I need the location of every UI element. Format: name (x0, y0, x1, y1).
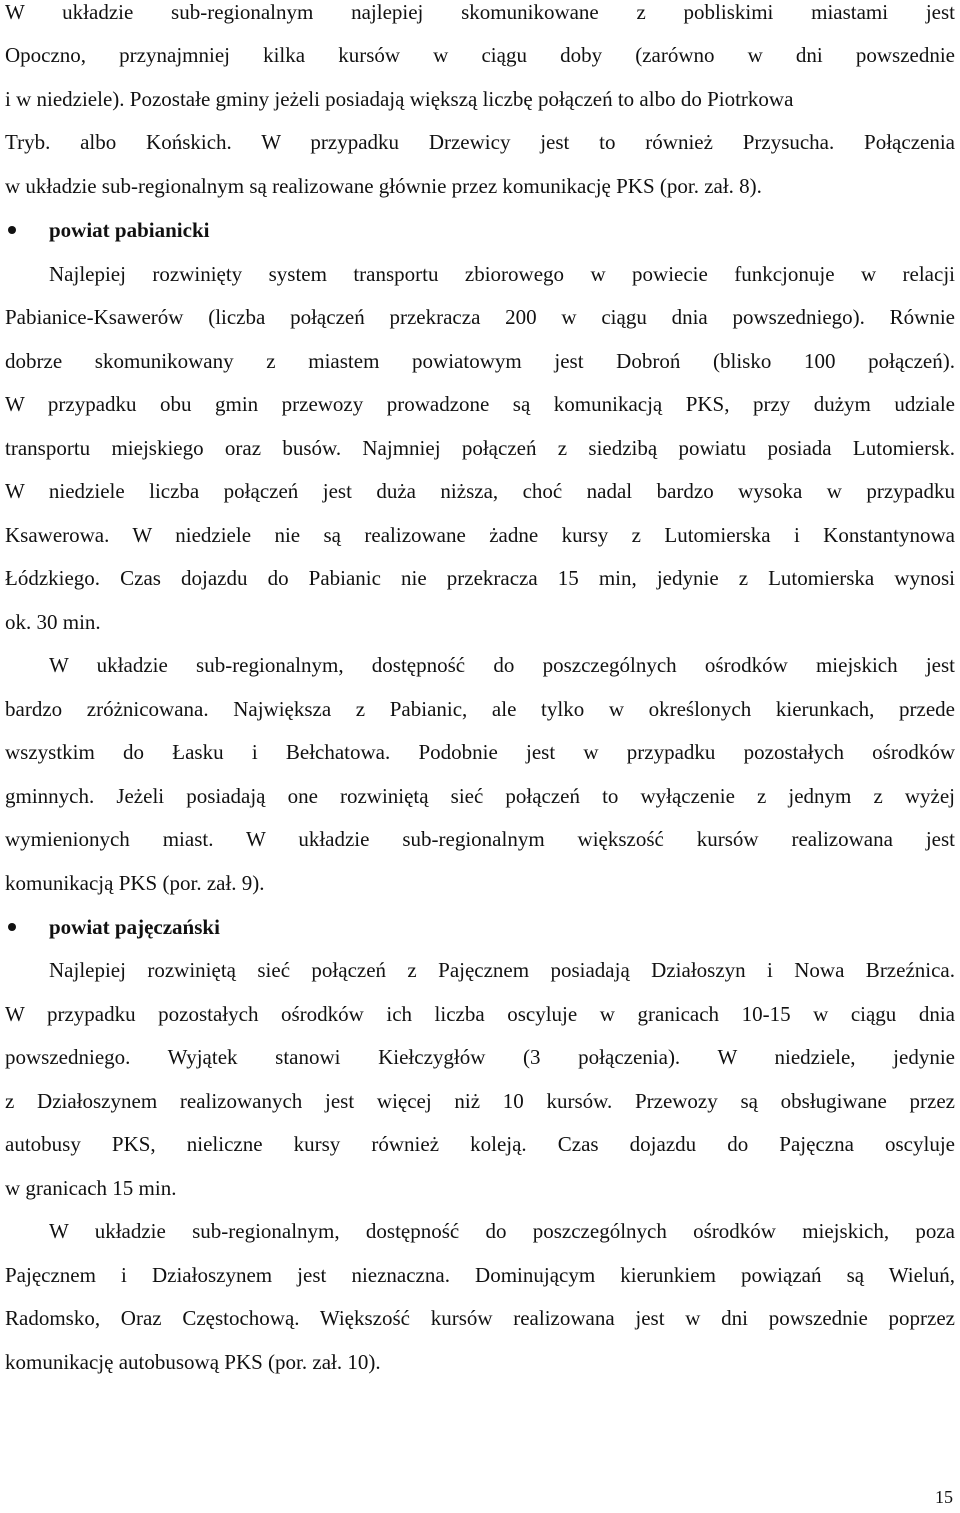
text-line: i w niedziele). Pozostałe gminy jeżeli posiadają większą liczbę połączeń to albo do Piotrkowa (5, 87, 794, 111)
text-line: W przypadku pozostałych ośrodków ich liczba oscyluje w granicach 10-15 w ciągu dnia (5, 1002, 955, 1026)
text-line: Łódzkiego. Czas dojazdu do Pabianic nie przekracza 15 min, jedynie z Lutomierska wynosi (5, 566, 955, 590)
text-line: w granicach 15 min. (5, 1176, 177, 1200)
text-line: wszystkim do Łasku i Bełchatowa. Podobnie jest w przypadku pozostałych ośrodków (5, 740, 955, 764)
text-line: W niedziele liczba połączeń jest duża niższa, choć nadal bardzo wysoka w przypadku (5, 479, 955, 503)
text-line: powszedniego. Wyjątek stanowi Kiełczygłów (3 połączenia). W niedziele, jedynie (5, 1045, 955, 1069)
text-line: transportu miejskiego oraz busów. Najmniej połączeń z siedzibą powiatu posiada Lutomiersk. (5, 436, 955, 460)
section-heading: powiat pajęczański (49, 915, 220, 939)
text-line: w układzie sub-regionalnym są realizowane głównie przez komunikację PKS (por. zał. 8). (5, 174, 762, 198)
text-line: W układzie sub-regionalnym, dostępność do poszczególnych ośrodków miejskich, poza (49, 1219, 955, 1243)
bullet-icon (8, 226, 16, 234)
page-number: 15 (935, 1487, 953, 1507)
section-heading: powiat pabianicki (49, 218, 210, 242)
text-line: Najlepiej rozwinięty system transportu zbiorowego w powiecie funkcjonuje w relacji (49, 262, 955, 286)
text-line: Tryb. albo Końskich. W przypadku Drzewicy jest to również Przysucha. Połączenia (5, 130, 955, 154)
text-line: W układzie sub-regionalnym, dostępność do poszczególnych ośrodków miejskich jest (49, 653, 955, 677)
text-line: autobusy PKS, nieliczne kursy również koleją. Czas dojazdu do Pajęczna oscyluje (5, 1132, 955, 1156)
text-line: Pajęcznem i Działoszynem jest nieznaczna. Dominującym kierunkiem powiązań są Wieluń, (5, 1263, 955, 1287)
bullet-icon (8, 923, 16, 931)
text-line: Pabianice-Ksawerów (liczba połączeń przekracza 200 w ciągu dnia powszedniego). Równie (5, 305, 955, 329)
text-line: dobrze skomunikowany z miastem powiatowym jest Dobroń (blisko 100 połączeń). (5, 349, 955, 373)
text-line: Radomsko, Oraz Częstochową. Większość kursów realizowana jest w dni powszednie poprzez (5, 1306, 955, 1330)
text-line: W przypadku obu gmin przewozy prowadzone są komunikacją PKS, przy dużym udziale (5, 392, 955, 416)
text-line: gminnych. Jeżeli posiadają one rozwiniętą sieć połączeń to wyłączenie z jednym z wyżej (5, 784, 955, 808)
text-line: komunikacją PKS (por. zał. 9). (5, 871, 265, 895)
text-line: wymienionych miast. W układzie sub-regionalnym większość kursów realizowana jest (5, 827, 955, 851)
text-line: bardzo zróżnicowana. Największa z Pabianic, ale tylko w określonych kierunkach, przede (5, 697, 955, 721)
text-line: Opoczno, przynajmniej kilka kursów w ciągu doby (zarówno w dni powszednie (5, 43, 955, 67)
text-line: W układzie sub-regionalnym najlepiej skomunikowane z pobliskimi miastami jest (5, 0, 955, 24)
text-line: Najlepiej rozwiniętą sieć połączeń z Pajęcznem posiadają Działoszyn i Nowa Brzeźnica. (49, 958, 955, 982)
text-line: Ksawerowa. W niedziele nie są realizowane żadne kursy z Lutomierska i Konstantynowa (5, 523, 955, 547)
text-line: z Działoszynem realizowanych jest więcej niż 10 kursów. Przewozy są obsługiwane przez (5, 1089, 955, 1113)
text-line: komunikację autobusową PKS (por. zał. 10). (5, 1350, 381, 1374)
text-line: ok. 30 min. (5, 610, 101, 634)
